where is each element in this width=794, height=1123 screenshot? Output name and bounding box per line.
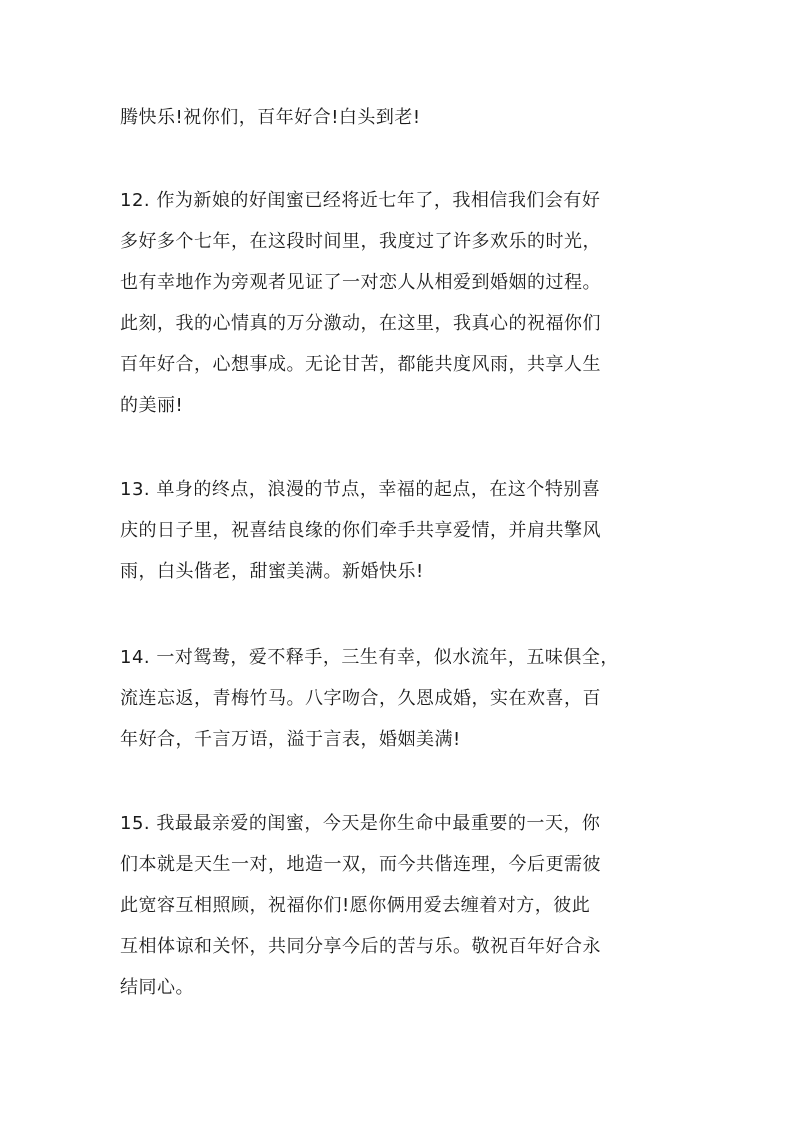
item-15-line-2: 们本就是天生一对，地造一双，而今共偕连理，今后更需彼 [120, 854, 601, 875]
item-13-line-1: 13. 单身的终点，浪漫的节点，幸福的起点，在这个特别喜 [120, 479, 601, 500]
item-14-line-1: 14. 一对鸳鸯，爱不释手，三生有幸，似水流年，五味俱全， [120, 647, 619, 668]
item-14-line-3: 年好合，千言万语，溢于言表，婚姻美满! [120, 729, 461, 750]
item-12-line-6: 的美丽! [120, 395, 184, 416]
item-12-line-5: 百年好合，心想事成。无论甘苦，都能共度风雨，共享人生 [120, 354, 601, 375]
item-13-line-2: 庆的日子里，祝喜结良缘的你们牵手共享爱情，并肩共擎风 [120, 520, 601, 541]
item-15-line-4: 互相体谅和关怀，共同分享今后的苦与乐。敬祝百年好合永 [120, 936, 601, 957]
item-13-line-3: 雨，白头偕老，甜蜜美满。新婚快乐! [120, 561, 424, 582]
item-12-line-2: 多好多个七年，在这段时间里，我度过了许多欢乐的时光， [120, 231, 601, 252]
item-14-line-2: 流连忘返，青梅竹马。八字吻合，久恩成婚，实在欢喜，百 [120, 688, 601, 709]
item-12-line-1: 12. 作为新娘的好闺蜜已经将近七年了，我相信我们会有好 [120, 190, 601, 211]
item-15-line-5: 结同心。 [120, 977, 194, 998]
continuation-line-1: 腾快乐!祝你们，百年好合!白头到老! [120, 107, 421, 128]
item-12-line-4: 此刻，我的心情真的万分激动，在这里，我真心的祝福你们 [120, 313, 601, 334]
item-12-line-3: 也有幸地作为旁观者见证了一对恋人从相爱到婚姻的过程。 [120, 272, 601, 293]
item-15-line-3: 此宽容互相照顾，祝福你们!愿你俩用爱去缠着对方，彼此 [120, 895, 591, 916]
item-15-line-1: 15. 我最最亲爱的闺蜜，今天是你生命中最重要的一天，你 [120, 813, 601, 834]
